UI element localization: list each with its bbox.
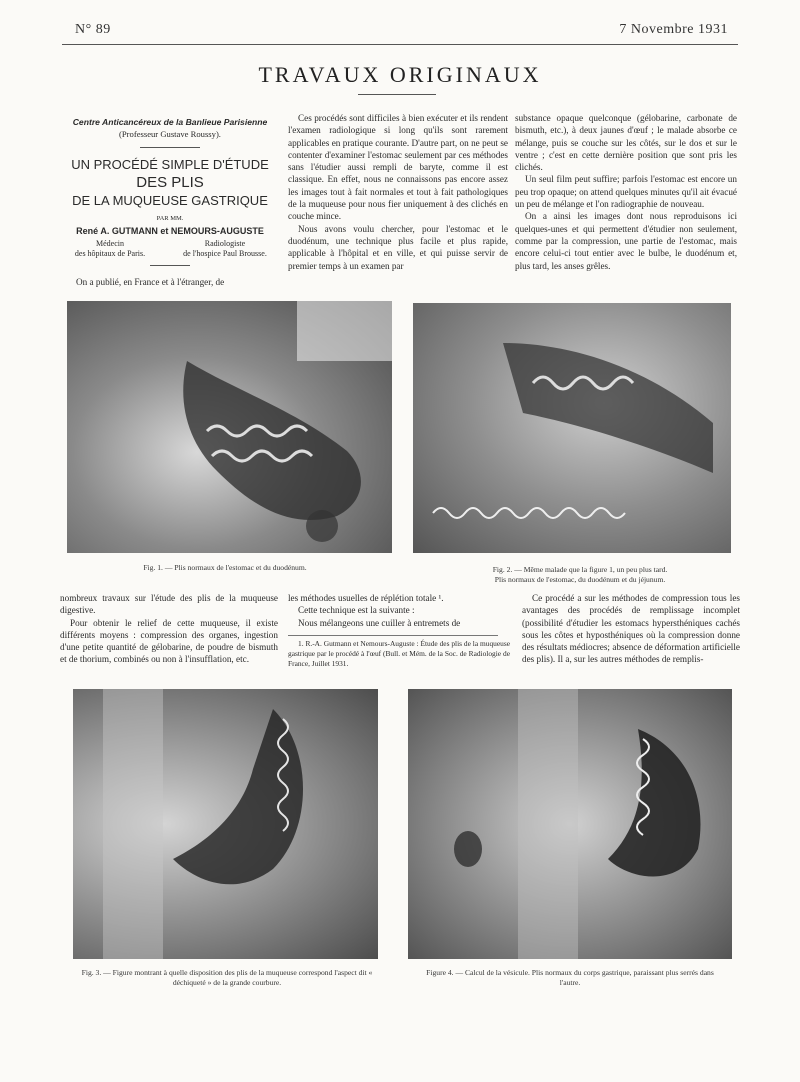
heading-rule (140, 147, 200, 148)
article-heading (60, 116, 280, 274)
footnote: 1. R.-A. Gutmann et Nemours-Auguste : Étude des plis de la muqueuse gastrique par le procédé à l'œuf (Bull. et Mém. de la Soc. de Radiologie de France, Juillet 1931. (288, 638, 510, 668)
figure-2-xray (413, 303, 731, 553)
institution: Centre Anticancéreux de la Banlieue Parisienne (72, 117, 268, 127)
col2-paragraph-2: Nous avons voulu chercher, pour l'estomac et le duodénum, une technique plus facile et plus rapide, applicable à l'hôpital et en ville, et qui puisse servir de premier temps à un examen par (288, 223, 508, 271)
col1-text (66, 276, 280, 288)
author1-place: des hôpitaux de Paris. (74, 249, 146, 259)
section-title: TRAVAUX ORIGINAUX (258, 62, 542, 87)
figure-2-caption (440, 565, 720, 585)
mid-col2-paragraph-1: les méthodes usuelles de réplétion totale ¹. (288, 593, 444, 603)
figure-1-caption: Fig. 1. — Plis normaux de l'estomac et du duodénum. (143, 563, 307, 572)
article-title-1: UN PROCÉDÉ SIMPLE D'ÉTUDE (71, 156, 269, 172)
mid-col3-paragraph-1: Ce procédé a sur les méthodes de compression tous les avantages des procédés de remplissage incomplet (possibilité d'étudier les estomacs hypersthéniques cachés sous les côtes et hyposthéniques où la compression donne des résultats médiocres; absence de déformation artificielle des plis). Il a, sur les autres méthodes de remplis- (522, 593, 740, 665)
mid-col1-paragraph-1: nombreux travaux sur l'étude des plis de la muqueuse digestive. (60, 593, 278, 616)
footnote-rule (288, 635, 498, 636)
header-rule (62, 44, 738, 45)
author1-role: Médecin (96, 239, 124, 249)
figure-1-xray (67, 301, 392, 553)
author2-place: de l'hospice Paul Brousse. (183, 249, 267, 259)
mid-col1-paragraph-2: Pour obtenir le relief de cette muqueuse, il existe différents moyens : compression des organes, ingestion d'une petite quantité de gélobarine, de poudre de bismuth et de thorium, combinés ou non à l'insufflation, etc. (60, 617, 278, 665)
title-underline (358, 94, 436, 95)
figure-4-caption: Figure 4. — Calcul de la vésicule. Plis normaux du corps gastrique, paraissant plus serrés dans l'autre. (426, 968, 714, 987)
figure-2-caption-line-1: Fig. 2. — Même malade que la figure 1, un peu plus tard. (492, 565, 668, 574)
authors: René A. GUTMANN et NEMOURS-AUGUSTE (76, 225, 264, 236)
col3-paragraph-3: On a ainsi les images dont nous reproduisons ici quelques-unes et qui permettent d'étudier non seulement, comme par la compression, une partie de l'estomac, mais encore celui-ci tout entier avec le bulbe, le duodénum et, plus tard, les anses grêles. (515, 211, 737, 271)
mid-col2-paragraph-3: Nous mélangeons une cuiller à entremets de (298, 617, 461, 628)
article-title-3: DE LA MUQUEUSE GASTRIQUE (72, 192, 268, 208)
col2-paragraph-1: Ces procédés sont difficiles à bien exécuter et ils rendent l'examen radiologique si long qu'ils sont rarement applicables en pratique courante. D'autre part, on ne peut se contenter d'examiner l'estomac seulement par ces méthodes sans l'étudier aussi rempli de baryte, comme il est classique. En effet, nous ne connaissons pas encore assez les images tout à fait normales et tout à fait pathologiques de la muqueuse pour nous fier uniquement à des clichés en couche mince. (288, 113, 508, 222)
mid-col1-text (60, 592, 278, 666)
figure-3-caption: Fig. 3. — Figure montrant à quelle disposition des plis de la muqueuse correspond l'aspect dit « déchiqueté » de la grande courbure. (81, 968, 373, 987)
issue-date: 7 Novembre 1931 (619, 22, 728, 37)
article-title-2: DES PLIS (136, 173, 204, 191)
col2-text (288, 112, 508, 272)
mid-col2-text (288, 592, 510, 669)
col1-paragraph: On a publié, en France et à l'étranger, de (76, 277, 225, 287)
col3-paragraph-2: Un seul film peut suffire; parfois l'estomac est encore un peu trop opaque; on attend quelques minutes qu'il ait évacué un peu de mélange et l'on radiographie de nouveau. (515, 174, 737, 210)
author2-role: Radiologiste (204, 239, 246, 249)
mid-col2-paragraph-2: Cette technique est la suivante : (298, 605, 415, 616)
figure-4-xray (408, 689, 732, 959)
author-rule (150, 265, 190, 266)
col3-text (515, 112, 737, 272)
mid-col3-text (522, 592, 740, 666)
figure-2-caption-line-2: Plis normaux de l'estomac, du duodénum et du jéjunum. (494, 575, 666, 584)
figure-3-xray (73, 689, 378, 959)
col3-paragraph-1: substance opaque quelconque (gélobarine, carbonate de bismuth, etc.), à deux jaunes d'œuf ; le malade absorbe ce mélange, puis se couche sur les côtés, sur le dos et sur le ventre ; c'est en cette dernière position que sont pris les clichés. (515, 113, 737, 173)
page-number: N° 89 (75, 22, 111, 37)
professor: (Professeur Gustave Roussy). (119, 129, 221, 140)
par: PAR MM. (156, 214, 184, 222)
